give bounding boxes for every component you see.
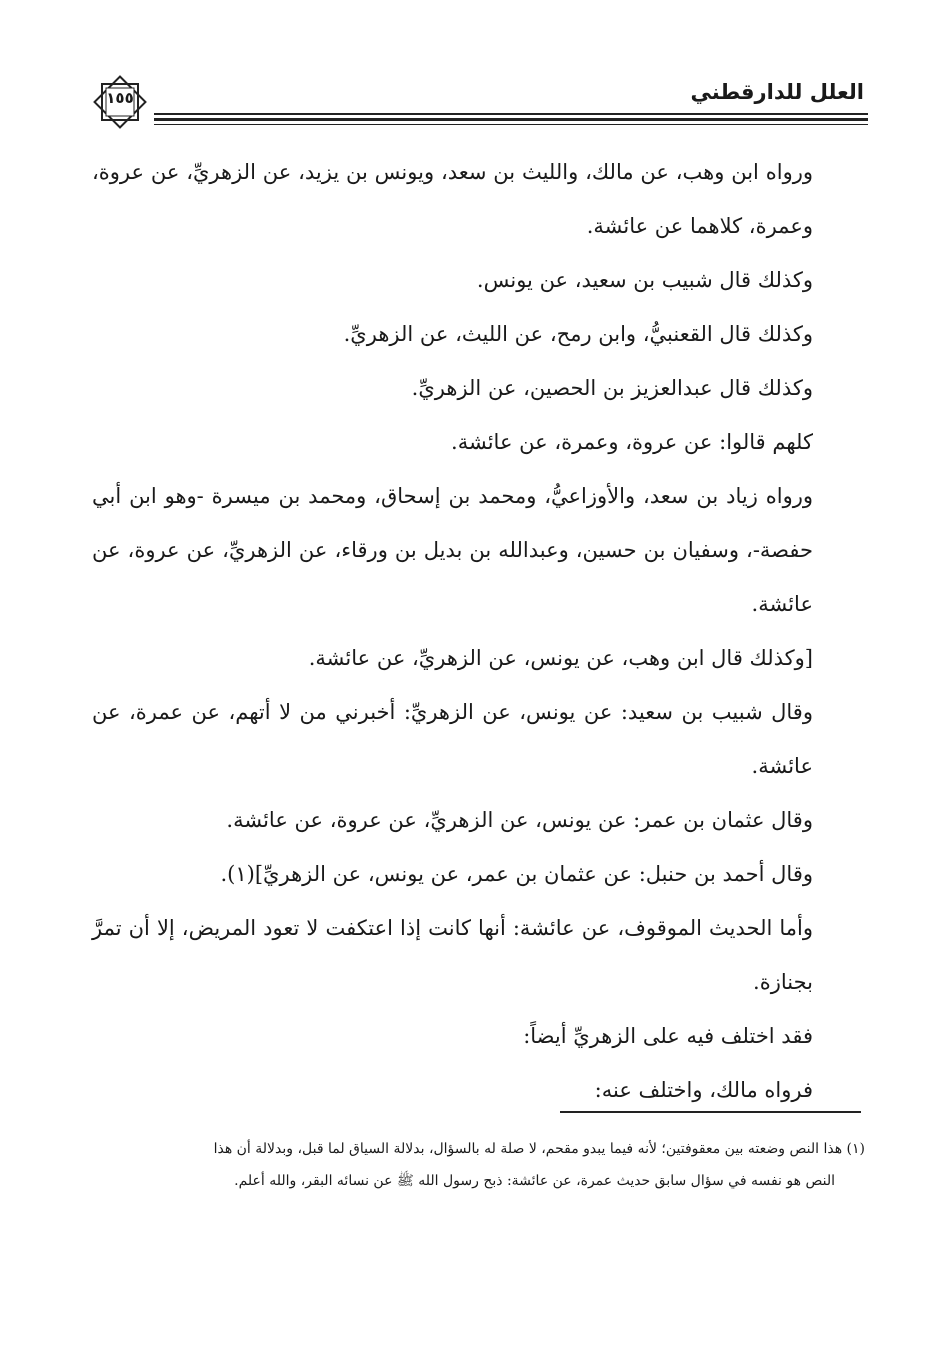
page-number-badge xyxy=(88,72,152,132)
book-title: العلل للدارقطني xyxy=(690,80,864,104)
paragraph: وكذلك قال القعنبيُّ، وابن رمح، عن الليث، عن الزهريِّ. xyxy=(343,322,813,346)
footnote-divider xyxy=(560,1111,861,1113)
paragraph: وقال عثمان بن عمر: عن يونس، عن الزهريِّ، عن عروة، عن عائشة. xyxy=(226,808,813,832)
main-text xyxy=(92,145,865,1117)
paragraph: ورواه زياد بن سعد، والأوزاعيُّ، ومحمد بن إسحاق، ومحمد بن ميسرة -وهو ابن أبي حفصة-، وسفيان بن حسين، وعبدالله بن بديل بن ورقاء، عن الزهريِّ، عن عروة، عن عائشة. xyxy=(92,484,813,616)
header-rules xyxy=(154,113,868,128)
paragraph: وأما الحديث الموقوف، عن عائشة: أنها كانت إذا اعتكفت لا تعود المريض، إلا أن تمرَّ بجنازة. xyxy=(92,916,813,994)
paragraph: فرواه مالك، واختلف عنه: xyxy=(594,1078,813,1102)
paragraph: وكذلك قال شبيب بن سعيد، عن يونس. xyxy=(476,268,813,292)
footnote-line: (١) هذا النص وضعته بين معقوفتين؛ لأنه فيما يبدو مقحم، لا صلة له بالسؤال، بدلالة السياق لما قبل، وبدلالة أن هذا xyxy=(213,1141,865,1157)
footnote xyxy=(92,1133,865,1197)
paragraph: كلهم قالوا: عن عروة، وعمرة، عن عائشة. xyxy=(451,430,813,454)
paragraph: وكذلك قال عبدالعزيز بن الحصين، عن الزهريِّ. xyxy=(411,376,813,400)
footnote-line: النص هو نفسه في سؤال سابق حديث عمرة، عن عائشة: ذبح رسول الله ﷺ عن نسائه البقر، والله أعلم. xyxy=(234,1173,835,1189)
paragraph: ورواه ابن وهب، عن مالك، والليث بن سعد، ويونس بن يزيد، عن الزهريِّ، عن عروة، وعمرة، كلاهما عن عائشة. xyxy=(92,160,813,238)
page-number: ١٥٥ xyxy=(106,89,134,107)
paragraph: وقال شبيب بن سعيد: عن يونس، عن الزهريِّ: أخبرني من لا أتهم، عن عمرة، عن عائشة. xyxy=(92,700,813,778)
paragraph: فقد اختلف فيه على الزهريِّ أيضاً: xyxy=(523,1024,813,1048)
paragraph: وقال أحمد بن حنبل: عن عثمان بن عمر، عن يونس، عن الزهريِّ](١). xyxy=(220,862,813,886)
page-header xyxy=(88,72,868,134)
paragraph: [وكذلك قال ابن وهب، عن يونس، عن الزهريِّ، عن عائشة. xyxy=(308,646,813,670)
